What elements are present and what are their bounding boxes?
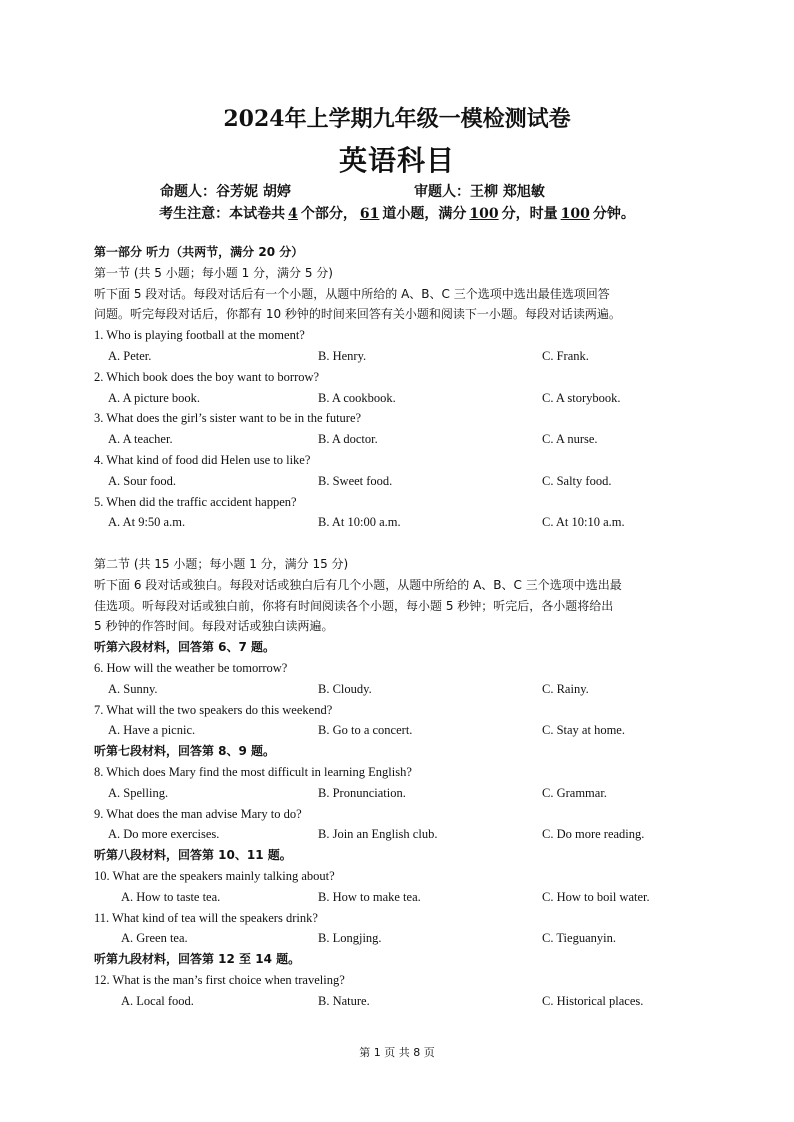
option-a: A. Sunny.	[108, 681, 158, 696]
option-a: A. Local food.	[121, 993, 194, 1008]
option-c: C. Salty food.	[542, 473, 612, 488]
option-c: C. Grammar.	[542, 785, 607, 800]
option-b: B. Nature.	[318, 993, 370, 1008]
options-row	[94, 783, 714, 804]
option-c: C. How to boil water.	[542, 889, 650, 904]
option-c: C. At 10:10 a.m.	[542, 515, 625, 530]
options-row	[94, 824, 714, 845]
option-b: B. Pronunciation.	[318, 785, 406, 800]
group-heading: 听第六段材料，回答第 6、7 题。	[94, 640, 276, 655]
option-b: B. Sweet food.	[318, 473, 393, 488]
option-a: A. Peter.	[108, 348, 152, 363]
option-a: A. Spelling.	[108, 785, 169, 800]
option-b: B. Join an English club.	[318, 827, 438, 842]
section-title: 第二节 (共 15 小题；每小题 1 分，满分 15 分)	[94, 556, 349, 571]
option-b: B. A cookbook.	[318, 390, 396, 405]
instructions: 听下面 6 段对话或独白。每段对话或独白后有几个小题，从题中所给的 A、B、C 三个选项中选出最	[94, 577, 622, 592]
options-row	[94, 991, 714, 1012]
option-c: C. Do more reading.	[542, 827, 645, 842]
option-a: A. Do more exercises.	[108, 827, 220, 842]
group-heading: 听第九段材料，回答第 12 至 14 题。	[94, 952, 301, 967]
option-a: A. Sour food.	[108, 473, 177, 488]
option-b: B. Cloudy.	[318, 681, 372, 696]
page-number: 第 1 页 共 8 页	[359, 1046, 435, 1059]
option-c: C. A storybook.	[542, 390, 621, 405]
option-a: A. At 9:50 a.m.	[108, 515, 186, 530]
options-row	[94, 388, 714, 409]
option-a: A. How to taste tea.	[121, 889, 221, 904]
instructions: 5 秒钟的作答时间。每段对话或独白读两遍。	[94, 619, 334, 634]
question: 3. What does the girl’s sister want to be in the future?	[94, 411, 362, 426]
options-row	[94, 429, 714, 450]
question: 5. When did the traffic accident happen?	[94, 494, 297, 509]
question: 12. What is the man’s first choice when traveling?	[94, 972, 345, 987]
question: 8. Which does Mary find the most difficult in learning English?	[94, 764, 412, 779]
instructions: 问题。听完每段对话后，你都有 10 秒钟的时间来回答有关小题和阅读下一小题。每段对话读两遍。	[94, 307, 621, 322]
option-a: A. A picture book.	[108, 390, 201, 405]
options-row	[94, 471, 714, 492]
options-row	[94, 512, 714, 533]
instructions: 听下面 5 段对话。每段对话后有一个小题，从题中所给的 A、B、C 三个选项中选出最佳选项回答	[94, 286, 610, 301]
question: 11. What kind of tea will the speakers drink?	[94, 910, 318, 925]
section-title: 第一节 (共 5 小题；每小题 1 分，满分 5 分)	[94, 265, 333, 280]
spacer	[94, 533, 714, 554]
option-c: C. Historical places.	[542, 993, 644, 1008]
part-title: 第一部分 听力（共两节，满分 20 分）	[94, 245, 304, 259]
option-a: A. Have a picnic.	[108, 723, 196, 738]
option-c: C. Rainy.	[542, 681, 589, 696]
question: 7. What will the two speakers do this weekend?	[94, 702, 333, 717]
option-b: B. A doctor.	[318, 432, 378, 447]
options-row	[94, 887, 714, 908]
exam-notice: 考生注意：本试卷共 4 个部分， 61 道小题，满分 100 分，时量 100 分钟。	[159, 206, 635, 222]
option-c: C. Tieguanyin.	[542, 931, 616, 946]
reviewers: 审题人：王柳 郑旭敏	[414, 184, 545, 200]
subject-title: 英语科目	[338, 144, 455, 177]
exam-content	[94, 242, 714, 1011]
option-b: B. Henry.	[318, 348, 367, 363]
question: 2. Which book does the boy want to borrow?	[94, 369, 320, 384]
option-b: B. At 10:00 a.m.	[318, 515, 401, 530]
option-b: B. Longjing.	[318, 931, 382, 946]
option-c: C. A nurse.	[542, 432, 598, 447]
option-a: A. A teacher.	[108, 432, 173, 447]
question: 4. What kind of food did Helen use to like?	[94, 452, 311, 467]
options-row	[94, 720, 714, 741]
option-a: A. Green tea.	[121, 931, 188, 946]
option-c: C. Frank.	[542, 348, 589, 363]
options-row	[94, 346, 714, 367]
question: 1. Who is playing football at the moment?	[94, 328, 305, 343]
group-heading: 听第八段材料，回答第 10、11 题。	[94, 848, 292, 863]
question: 9. What does the man advise Mary to do?	[94, 806, 302, 821]
options-row	[94, 928, 714, 949]
option-b: B. How to make tea.	[318, 889, 421, 904]
exam-title: 2024年上学期九年级一模检测试卷	[223, 106, 571, 132]
option-b: B. Go to a concert.	[318, 723, 413, 738]
option-c: C. Stay at home.	[542, 723, 625, 738]
question: 10. What are the speakers mainly talking about?	[94, 868, 335, 883]
options-row	[94, 679, 714, 700]
question: 6. How will the weather be tomorrow?	[94, 660, 288, 675]
proposers: 命题人：谷芳妮 胡婷	[160, 184, 291, 200]
group-heading: 听第七段材料，回答第 8、9 题。	[94, 744, 276, 759]
instructions: 佳选项。听每段对话或独白前，你将有时间阅读各个小题，每小题 5 秒钟；听完后，各小题将给出	[94, 598, 614, 613]
